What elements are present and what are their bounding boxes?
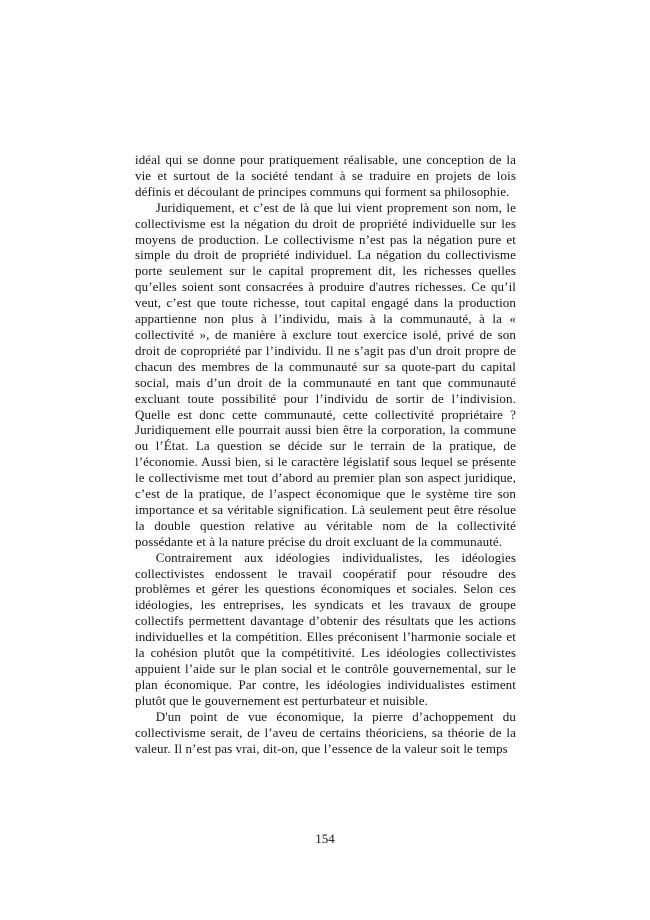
paragraph-ideologies: Contrairement aux idéologies individualistes, les idéologies collectivistes endossent le travail coopératif pour résoudre des problèmes et gérer les questions économiques et sociales. Selon ces idéologies, les entreprises, les syndicats et les travaux de groupe collectifs permettent davantage d’obtenir des résultats que les actions individuelles et la compétition. Elles préconisent l’harmonie sociale et la cohésion plutôt que la compétitivité. Les idéologies collectivistes appuient l’aide sur le plan social et le contrôle gouvernemental, sur le plan économique. Par contre, les idéologies individualistes estiment plutôt que le gouvernement est perturbateur et nuisible. [135, 549, 516, 708]
paragraph-economique: D'un point de vue économique, la pierre d’achoppement du collectivisme serait, de l’aveu de certains théoriciens, sa théorie de la valeur. Il n’est pas vrai, dit-on, que l’essence de la valeur soit le temps [135, 708, 516, 756]
body-text [135, 152, 516, 756]
paragraph-continuation: idéal qui se donne pour pratiquement réalisable, une conception de la vie et surtout de la société tendant à se traduire en projets de lois définis et découlant de principes communs qui forment sa philosophie. [135, 152, 516, 199]
paragraph-juridique: Juridiquement, et c’est de là que lui vient proprement son nom, le collectivisme est la négation du droit de propriété individuelle sur les moyens de production. Le collectivisme n’est pas la négation pure et simple du droit de propriété individuel. La négation du collectivisme porte seulement sur le capital proprement dit, les richesses quelles qu’elles soient sont consacrées à produire d'autres richesses. Ce qu’il veut, c’est que toute richesse, tout capital engagé dans la production appartienne non plus à l’individu, mais à la communauté, à la « collectivité », de manière à exclure tout exercice isolé, privé de son droit de copropriété par l’individu. Il ne s’agit pas d'un droit propre de chacun des membres de la communauté sur sa quote-part du capital social, mais d’un droit de la communauté en tant que communauté excluant toute possibilité pour l’individu de sortir de l’indivision. Quelle est donc cette communauté, cette collectivité propriétaire ? Juridiquement elle pourrait aussi bien être la corporation, la commune ou l’État. La question se décide sur le terrain de la pratique, de l’économie. Aussi bien, si le caractère législatif sous lequel se présente le collectivisme met tout d’abord au premier plan son aspect juridique, c’est de la pratique, de l’aspect économique que le système tire son importance et sa véritable signification. Là seulement peut être résolue la double question relative au véritable nom de la collectivité possédante et à la nature précise du droit excluant de la communauté. [135, 199, 516, 549]
page-number: 154 [315, 831, 335, 846]
